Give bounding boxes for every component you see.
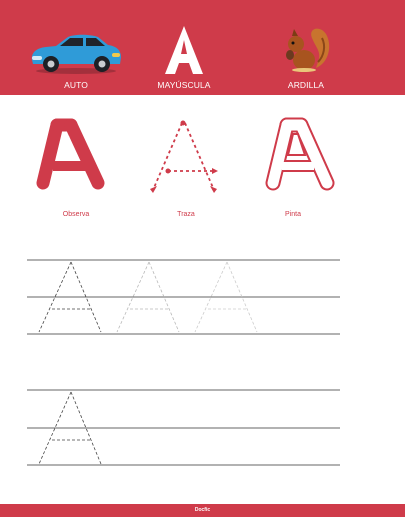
- trace-arrow-bar: [212, 168, 218, 174]
- trace-arrow-left: [150, 186, 157, 193]
- trace-bar-dot: [166, 169, 171, 174]
- footer-brand: Docfic: [194, 507, 211, 513]
- squirrel-icon: [280, 22, 332, 74]
- car-icon: [28, 26, 124, 76]
- letter-section: [148, 0, 220, 95]
- header-banner: [0, 0, 405, 95]
- trace-label: Traza: [177, 211, 195, 218]
- car-section: [22, 0, 130, 95]
- large-letters-row: [0, 115, 405, 210]
- practice-lines-1: [0, 256, 405, 336]
- squirrel-label: ARDILLA: [287, 80, 325, 90]
- paint-label: Pinta: [285, 211, 301, 218]
- footer-bar: [0, 504, 405, 517]
- squirrel-section: [272, 0, 340, 95]
- observe-letter-a: [43, 125, 98, 183]
- uppercase-a-icon: [162, 24, 206, 76]
- trace-start-dot: [181, 121, 186, 126]
- observe-label: Observa: [62, 211, 90, 218]
- paint-letter-a: [273, 125, 327, 183]
- trace-arrow-right: [210, 186, 217, 193]
- car-label: AUTO: [64, 80, 88, 90]
- trace-letter-a: [153, 123, 214, 190]
- practice-lines-2: [0, 388, 405, 468]
- uppercase-label: MAYÚSCULA: [157, 80, 211, 90]
